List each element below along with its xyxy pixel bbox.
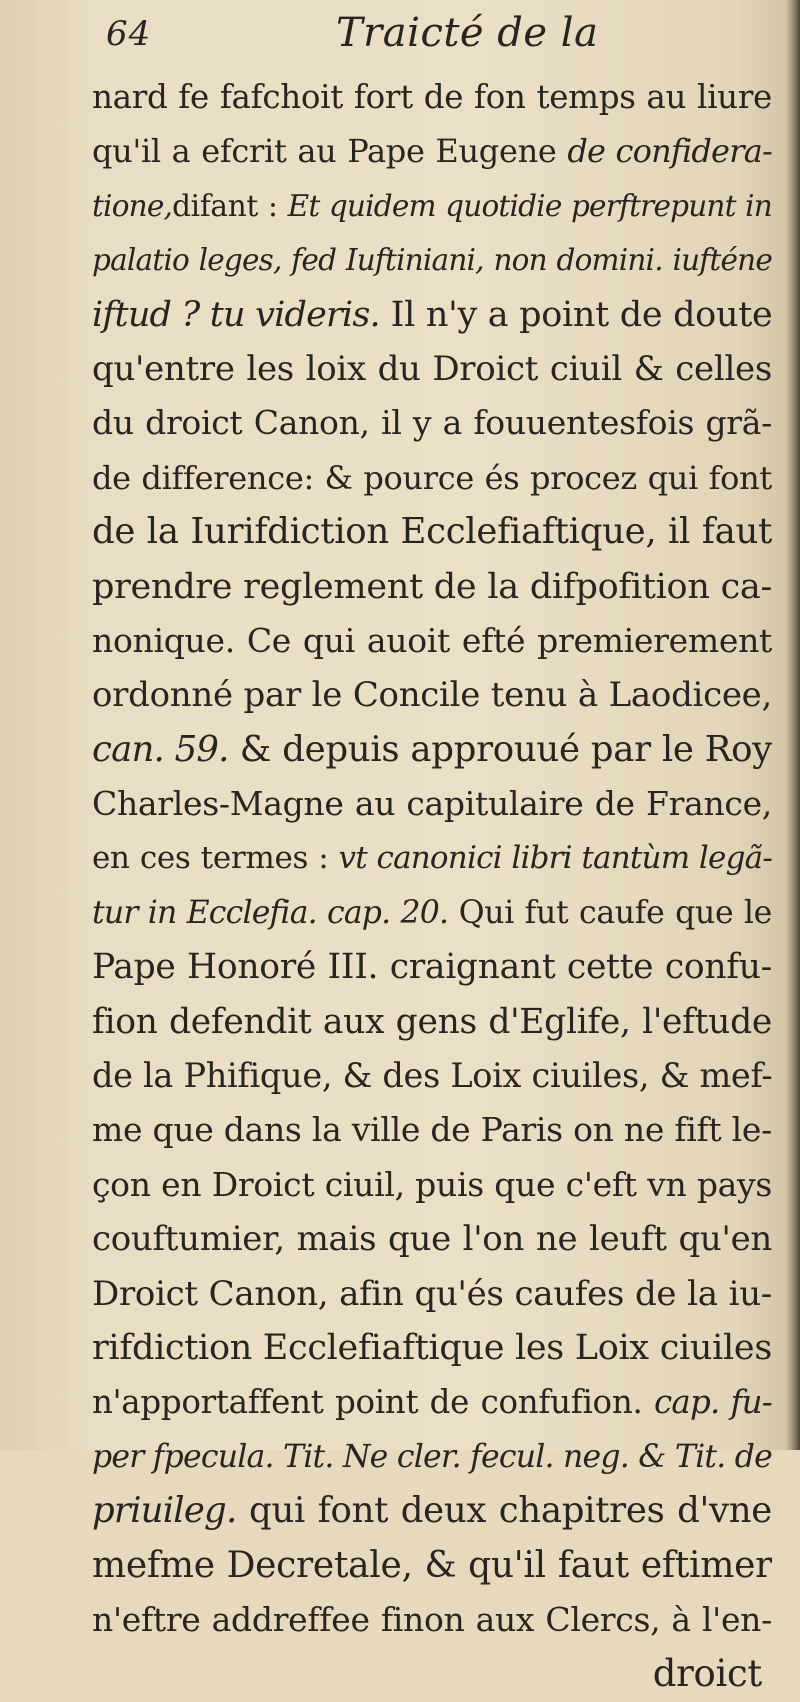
italic-segment: tione, [92, 188, 173, 223]
text-segment: nard fe fafchoit fort de fon temps au liure [92, 78, 772, 116]
italic-segment: per fpecula. Tit. Ne cler. fecul. neg. & Tit. de [92, 1438, 772, 1475]
text-segment: du droict Canon, il y a fouuentesfois grã- [92, 403, 772, 443]
italic-segment: palatio leges, fed Iuftiniani, non domini. iufténe [92, 243, 772, 278]
italic-segment: Et quidem quotidie perftrepunt in [287, 188, 772, 223]
text-segment: de difference: & pource és procez qui font [92, 458, 772, 497]
text-line [92, 233, 772, 287]
text-line [92, 1158, 772, 1212]
text-line [92, 342, 772, 396]
text-line [92, 886, 772, 940]
text-line [92, 560, 772, 614]
text-line [92, 451, 772, 505]
text-segment: de la Phifique, & des Loix ciuiles, & mef- [92, 1056, 772, 1096]
text-segment: qu'il a efcrit au Pape Eugene [92, 132, 568, 171]
text-segment: de la Iurifdiction Ecclefiaftique, il faut [92, 511, 772, 553]
text-line [92, 124, 772, 178]
text-line [92, 777, 772, 831]
text-segment: difant : [172, 188, 288, 223]
text-line [92, 995, 772, 1049]
body-text [92, 70, 772, 1702]
italic-segment: can. 59. [92, 728, 229, 770]
text-segment: couftumier, mais que l'on ne leuft qu'en [92, 1219, 772, 1260]
text-line [92, 505, 772, 559]
text-segment: prendre reglement de la difpofition ca- [92, 566, 772, 607]
text-segment: mefme Decretale, & qu'il faut eftimer [92, 1544, 772, 1586]
text-segment: & depuis approuué par le Roy [228, 728, 772, 770]
text-line [92, 1647, 772, 1701]
text-segment: Droict Canon, afin qu'és caufes de la iu- [92, 1273, 772, 1314]
text-line [92, 940, 772, 994]
text-segment: droict [652, 1652, 762, 1696]
text-line [92, 1321, 772, 1375]
text-line [92, 396, 772, 450]
text-line [92, 179, 772, 233]
text-line [92, 668, 772, 722]
text-line [92, 614, 772, 668]
text-segment: Il n'y a point de doute [379, 294, 772, 335]
text-line [92, 1267, 772, 1321]
page-edge-shadow [786, 0, 800, 1450]
italic-segment: iftud ? tu videris. [92, 294, 380, 335]
text-segment: Charles-Magne au capitulaire de France, [92, 784, 772, 824]
text-line [92, 1539, 772, 1593]
text-line [92, 831, 772, 885]
italic-segment: de confidera- [567, 132, 772, 171]
text-segment: qui font deux chapitres d'vne [236, 1490, 772, 1532]
italic-segment: priuileg. [92, 1490, 237, 1532]
text-segment: n'apportaffent point de confufion. [92, 1383, 654, 1422]
text-line [92, 1593, 772, 1647]
italic-segment: cap. fu- [653, 1383, 772, 1422]
text-line [92, 1103, 772, 1157]
text-segment: Pape Honoré III. craignant cette confu- [92, 947, 772, 988]
text-line [92, 723, 772, 777]
text-line [92, 1212, 772, 1266]
text-segment: fion defendit aux gens d'Eglife, l'eftude [92, 1001, 772, 1042]
text-line [92, 288, 772, 342]
text-segment: ordonné par le Concile tenu à Laodicee, [92, 675, 772, 716]
italic-segment: tur in Ecclefia. cap. 20. [92, 894, 449, 931]
italic-segment: vt canonici libri tantùm legã- [338, 840, 772, 877]
text-segment: çon en Droict ciuil, puis que c'eft vn pays [92, 1164, 772, 1204]
page-header [106, 8, 766, 68]
text-segment: rifdiction Ecclefiaftique les Loix ciuiles [92, 1327, 772, 1368]
text-line [92, 1049, 772, 1103]
text-line [92, 70, 772, 124]
page-number: 64 [106, 14, 152, 54]
text-line [92, 1430, 772, 1484]
text-segment: n'eftre addreffee finon aux Clercs, à l'en- [92, 1599, 772, 1639]
running-title: Traicté de la [336, 10, 599, 56]
text-line [92, 1484, 772, 1538]
text-line [92, 1375, 772, 1429]
text-segment: nonique. Ce qui auoit efté premierement [92, 620, 772, 660]
text-segment: qu'entre les loix du Droict ciuil & celles [92, 348, 772, 389]
text-segment: me que dans la ville de Paris on ne fift le- [92, 1110, 772, 1150]
text-segment: Qui fut caufe que le [448, 894, 772, 931]
text-segment: en ces termes : [92, 840, 339, 877]
